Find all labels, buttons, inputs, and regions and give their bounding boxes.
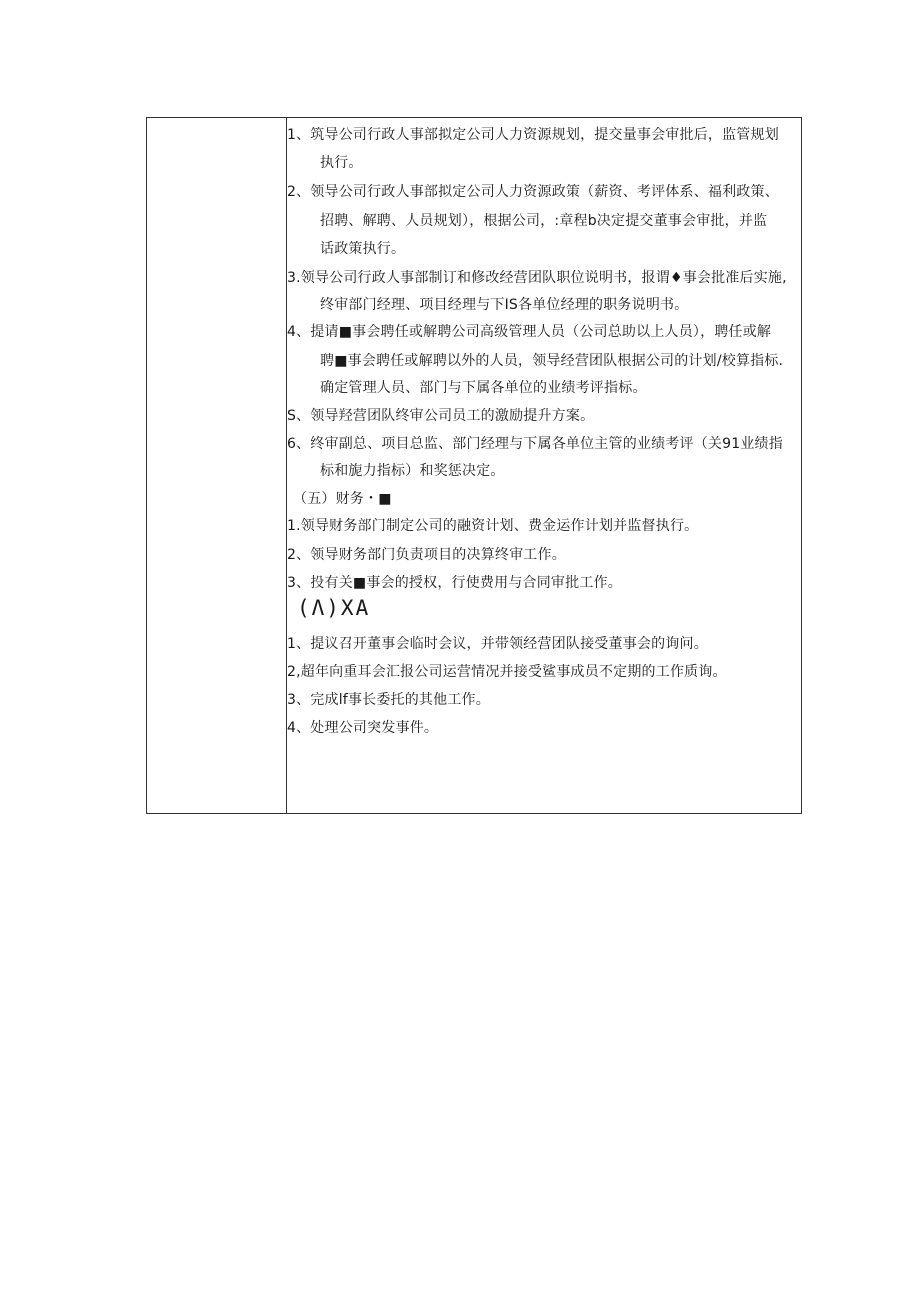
hr-item-6-cont: 标和旎力指标）和奖惩决定。 [320, 463, 505, 479]
finance-item-3: 3、投有关■事会的授权，行使费用与合同审批工作。 [287, 575, 622, 591]
hr-item-1: 1、筑导公司行政人事部拟定公司人力资源规划，提交量事会审批后，监管规划 [287, 127, 779, 143]
hr-item-1-cont: 执行。 [320, 155, 363, 171]
section-six-item-3: 3、完成lf事长委托的其他工作。 [287, 692, 490, 708]
hr-item-6: 6、终审副总、项目总监、部门经理与下属各单位主管的业绩考评（关91业绩指 [287, 436, 783, 452]
hr-item-4: 4、提请■事会聘任或解聘公司高级管理人员（公司总助以上人员），聘任或解 [287, 324, 772, 340]
section-six-item-1: 1、提议召开董事会临时会议，并带领经营团队接受董事会的询问。 [287, 636, 708, 652]
section-finance-heading: （五）财务・■ [293, 491, 392, 507]
section-six-heading: (Λ)XA [297, 596, 371, 620]
content-table [146, 117, 802, 814]
hr-item-3: 3.领导公司行政人事部制订和修改经营团队职位说明书，报谓♦事会批准后实施, [287, 270, 787, 286]
table-left-cell [147, 118, 287, 813]
hr-item-5: S、领导羟营团队终审公司员工的激励提升方案。 [287, 408, 595, 424]
hr-item-3-cont: 终审部门经理、项目经理与下IS各单位经理的职务说明书。 [320, 297, 689, 313]
section-six-item-4: 4、处理公司突发事件。 [287, 720, 439, 736]
finance-item-1: 1.领导财务部门制定公司的融资计划、费金运作计划并监督执行。 [287, 518, 699, 534]
hr-item-2-cont-1: 招聘、解聘、人员规划），根据公司，:章程b决定提交董事会审批，并监 [320, 213, 768, 229]
section-six-item-2: 2,超年向重耳会汇报公司运营情况并接受鲨事成员不定期的工作质询。 [287, 664, 727, 680]
table-right-cell [287, 118, 801, 813]
hr-item-4-cont-1: 聘■事会聘任或解聘以外的人员，领导经营团队根据公司的计划/校算指标. [320, 353, 784, 369]
hr-item-2-cont-2: 话政策执行。 [320, 241, 406, 257]
finance-item-2: 2、领导财务部门负责项目的决算终审工作。 [287, 547, 566, 563]
hr-item-2: 2、领导公司行政人事部拟定公司人力资源政策（薪资、考评体系、福利政策、 [287, 184, 779, 200]
hr-item-4-cont-2: 确定管理人员、部门与下属各单位的业绩考评指标。 [320, 380, 647, 396]
